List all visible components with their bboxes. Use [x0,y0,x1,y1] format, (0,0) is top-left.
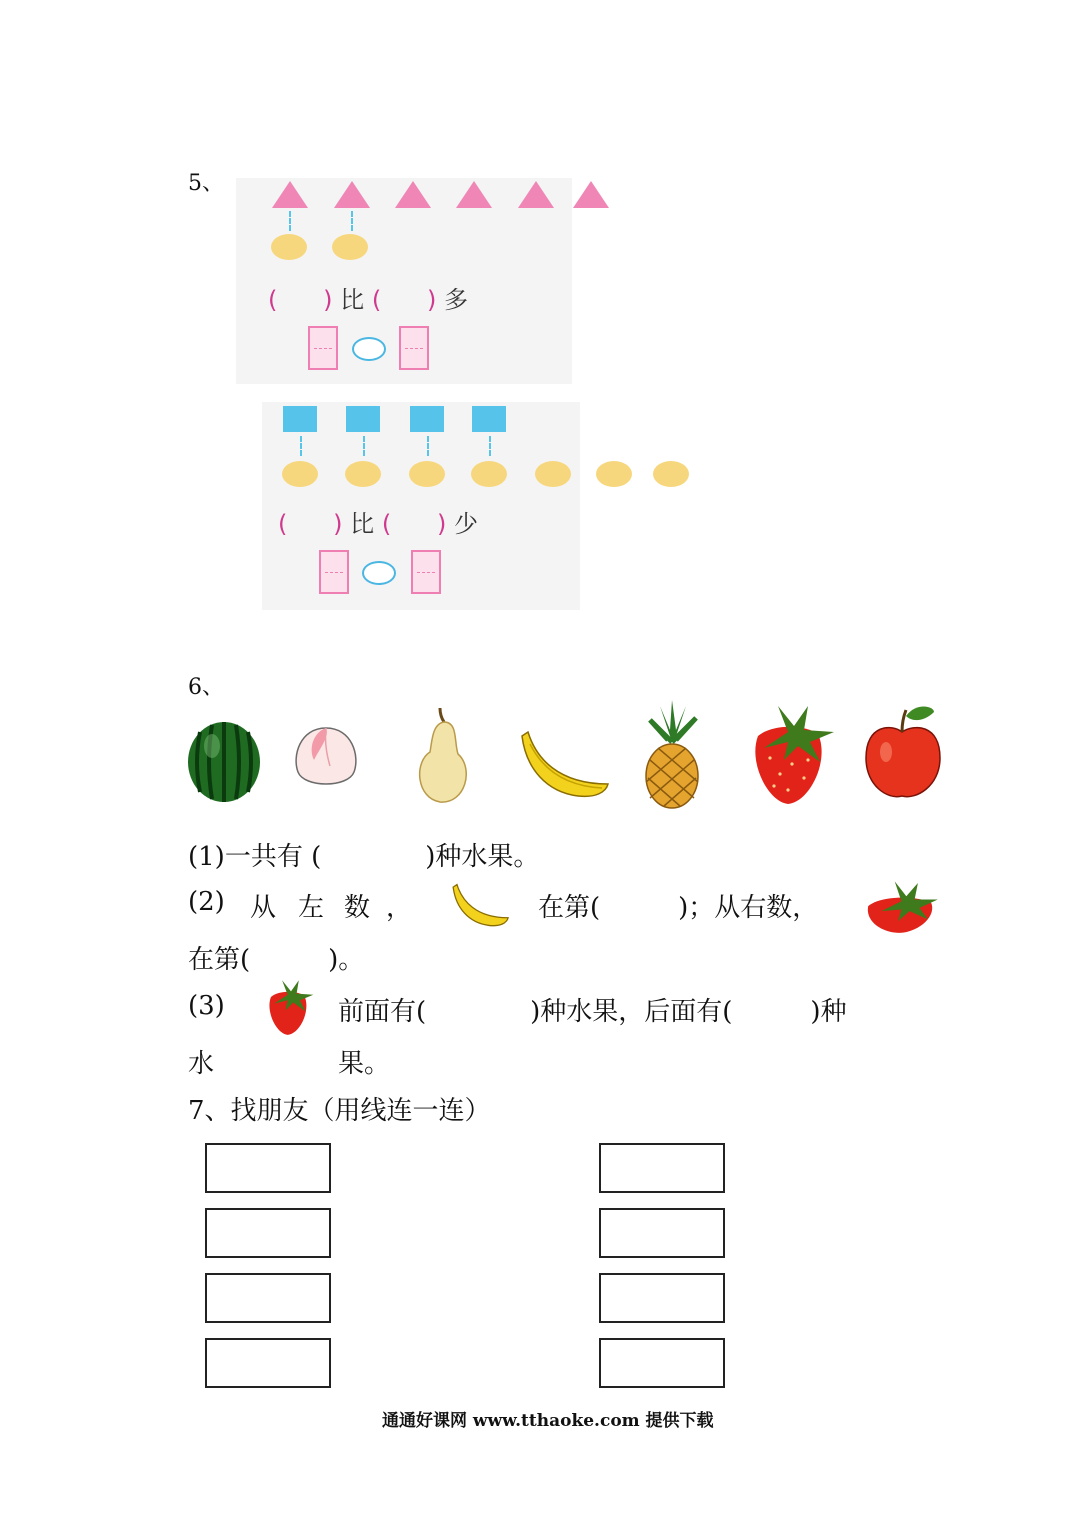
answer-box[interactable] [308,326,338,370]
square-shape [472,406,506,432]
left-paren: ( [278,510,288,538]
triangle-shape [456,181,492,208]
match-box-left[interactable] [205,1208,331,1258]
q6-line-3: 在第( )。 [188,945,365,975]
q6-line-2-word: 数 [344,893,371,923]
match-box-right[interactable] [599,1273,725,1323]
oval-shape [653,461,689,487]
match-box-right[interactable] [599,1338,725,1388]
right-paren: ) [323,286,333,314]
watermelon-icon [186,720,262,804]
square-shape [410,406,444,432]
strawberry-icon [748,702,840,806]
q6-line-4-rest: 前面有( )种水果，后面有( )种 [338,997,847,1027]
q6-line-2-word: 从 [250,893,277,923]
triangle-shape [334,181,370,208]
left-paren: ( [381,510,392,538]
strawberry-icon [864,878,942,936]
right-paren: ) [426,286,437,314]
q6-line-2-label: (2) [188,887,225,917]
oval-shape [282,461,318,487]
strawberry-icon [262,978,320,1036]
compare-sentence-less [278,504,478,539]
match-box-left[interactable] [205,1273,331,1323]
operator-circle[interactable] [362,561,396,585]
q6-line-2-comma: ， [386,893,413,923]
match-line [363,436,365,456]
apple-icon [862,702,944,802]
triangle-shape [573,181,609,208]
oval-shape [345,461,381,487]
less-word: 少 [453,510,478,538]
match-line [351,211,353,231]
match-box-right[interactable] [599,1208,725,1258]
oval-shape [535,461,571,487]
peach-icon [290,722,362,792]
q6-line-5-word: 水 [188,1049,215,1079]
q6-line-2-rest: 在第( )；从右数， [538,893,819,923]
right-paren: ) [436,510,447,538]
oval-shape [596,461,632,487]
oval-shape [471,461,507,487]
match-box-left[interactable] [205,1143,331,1193]
operator-circle[interactable] [352,337,386,361]
pear-icon [410,706,476,806]
oval-shape [332,234,368,260]
answer-box[interactable] [319,550,349,594]
triangle-shape [518,181,554,208]
footer-text: 通通好课网 www.tthaoke.com 提供下载 [382,1411,714,1431]
triangle-shape [272,181,308,208]
right-paren: ) [333,510,343,538]
answer-box[interactable] [411,550,441,594]
question-5-number: 5、 [188,171,224,196]
answer-box[interactable] [399,326,429,370]
banana-icon [448,882,512,928]
question-6-number: 6、 [188,675,224,700]
match-line [289,211,291,231]
more-word: 多 [443,286,468,314]
q6-line-1: (1)一共有 ( )种水果。 [188,842,540,872]
oval-shape [409,461,445,487]
square-shape [283,406,317,432]
left-paren: ( [268,286,278,314]
square-shape [346,406,380,432]
match-line [489,436,491,456]
compare-word: 比 [350,510,375,538]
banana-icon [516,728,612,800]
question-7-title: 7、找朋友（用线连一连） [188,1096,491,1126]
match-box-right[interactable] [599,1143,725,1193]
match-line [427,436,429,456]
match-line [300,436,302,456]
left-paren: ( [371,286,382,314]
match-box-left[interactable] [205,1338,331,1388]
pineapple-icon [640,700,704,810]
compare-sentence-more [268,280,468,315]
oval-shape [271,234,307,260]
q6-line-2-word: 左 [298,893,325,923]
compare-word: 比 [340,286,365,314]
q6-line-4-label: (3) [188,991,225,1021]
triangle-shape [395,181,431,208]
q6-line-5-word: 果。 [338,1049,391,1079]
